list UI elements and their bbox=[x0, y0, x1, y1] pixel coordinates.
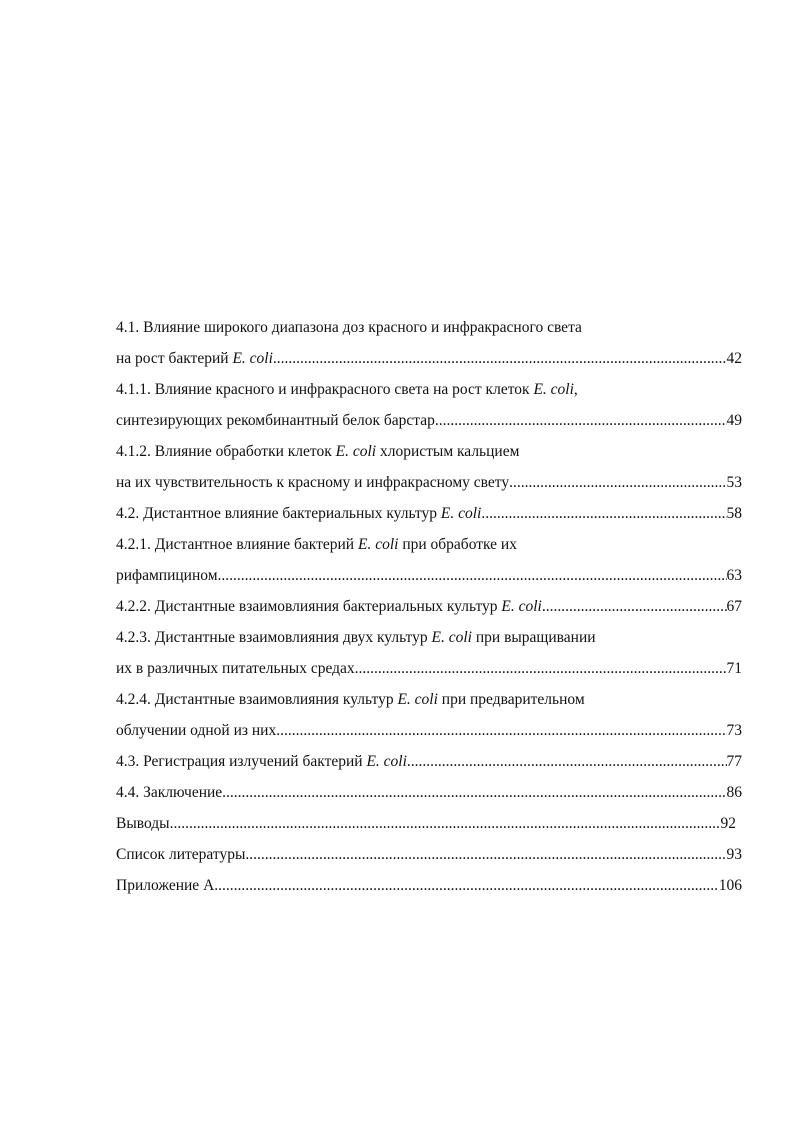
toc-entry-4-1-2-line2 bbox=[116, 467, 742, 498]
toc-entry-text: 4.2.4. Дистантные взаимовлияния культур E. coli при предварительном bbox=[116, 691, 585, 708]
species-name: E. coli bbox=[232, 350, 273, 367]
dot-leader bbox=[435, 405, 727, 436]
toc-entry-text: 4.3. Регистрация излучений бактерий E. coli bbox=[116, 753, 407, 770]
dot-leader bbox=[481, 498, 726, 529]
toc-entry-text: 4.1.1. Влияние красного и инфракрасного света на рост клеток E. coli, bbox=[116, 381, 578, 398]
toc-entry-text: на их чувствительность к красному и инфракрасному свету bbox=[116, 474, 510, 491]
species-name: E. coli bbox=[431, 629, 472, 646]
dot-leader bbox=[355, 653, 727, 684]
dot-leader bbox=[170, 808, 721, 839]
species-name: E. coli bbox=[397, 691, 438, 708]
species-name: E. coli bbox=[366, 753, 407, 770]
toc-page-number: 67 bbox=[726, 598, 742, 615]
toc-entry-text: 4.2.3. Дистантные взаимовлияния двух культур E. coli при выращивании bbox=[116, 629, 596, 646]
species-name: E. coli bbox=[335, 443, 377, 460]
species-name: E. coli bbox=[440, 505, 482, 522]
toc-entry-4-2-1-line2 bbox=[116, 560, 742, 591]
dot-leader bbox=[214, 870, 718, 901]
species-name: E. coli bbox=[501, 598, 542, 615]
toc-page-number: 58 bbox=[726, 505, 742, 522]
toc-entry-4-4 bbox=[116, 777, 742, 808]
dot-leader bbox=[276, 715, 726, 746]
toc-entry-text: облучении одной из них bbox=[116, 722, 277, 739]
toc-entry-text: синтезирующих рекомбинантный белок барстар bbox=[116, 412, 435, 429]
toc-entry-4-3 bbox=[116, 746, 742, 777]
toc-page-number: 92 bbox=[720, 815, 736, 832]
toc-page-number: 93 bbox=[726, 846, 742, 863]
table-of-contents bbox=[116, 312, 742, 901]
toc-entry-4-2-3-line2 bbox=[116, 653, 742, 684]
toc-page-number: 77 bbox=[726, 753, 742, 770]
toc-entry-4-1-1-line1 bbox=[116, 374, 686, 405]
toc-entry-4-1-line2 bbox=[116, 343, 742, 374]
toc-page-number: 63 bbox=[726, 567, 742, 584]
toc-page-number: 106 bbox=[718, 877, 742, 894]
toc-entry-text: 4.4. Заключение bbox=[116, 784, 223, 801]
toc-entry-text: 4.2.2. Дистантные взаимовлияния бактериальных культур E. coli bbox=[116, 598, 542, 615]
toc-page-number: 86 bbox=[726, 784, 742, 801]
toc-entry-4-2-3-line1 bbox=[116, 622, 686, 653]
dot-leader bbox=[222, 777, 726, 808]
dot-leader bbox=[218, 560, 727, 591]
toc-entry-text: Список литературы bbox=[116, 846, 246, 863]
toc-entry-4-1-line1 bbox=[116, 312, 686, 343]
toc-entry-text: на рост бактерий E. coli bbox=[116, 350, 273, 367]
toc-page-number: 53 bbox=[726, 474, 742, 491]
toc-page-number: 71 bbox=[726, 660, 742, 677]
dot-leader bbox=[273, 343, 727, 374]
toc-page-number: 49 bbox=[726, 412, 742, 429]
toc-entry-4-1-2-line1 bbox=[116, 436, 686, 467]
dot-leader bbox=[509, 467, 726, 498]
toc-entry-appendix-a bbox=[116, 870, 742, 901]
toc-entry-text: 4.1.2. Влияние обработки клеток E. coli хлористым кальцием bbox=[116, 443, 520, 460]
toc-entry-references bbox=[116, 839, 742, 870]
dot-leader bbox=[245, 839, 726, 870]
toc-entry-4-2-4-line2 bbox=[116, 715, 742, 746]
toc-entry-text: рифампицином bbox=[116, 567, 218, 584]
toc-page-number: 42 bbox=[726, 350, 742, 367]
toc-entry-text: 4.1. Влияние широкого диапазона доз красного и инфракрасного света bbox=[116, 319, 582, 336]
toc-entry-text: Приложение А bbox=[116, 877, 215, 894]
species-name: E. coli bbox=[357, 536, 399, 553]
toc-entry-text: 4.2. Дистантное влияние бактериальных культур E. coli bbox=[116, 505, 482, 522]
toc-entry-text: 4.2.1. Дистантное влияние бактерий E. coli при обработке их bbox=[116, 536, 517, 553]
species-name: E. coli bbox=[533, 381, 574, 398]
toc-entry-text: их в различных питательных средах bbox=[116, 660, 355, 677]
toc-page-number: 73 bbox=[726, 722, 742, 739]
toc-entry-4-2-1-line1 bbox=[116, 529, 686, 560]
toc-entry-4-2-4-line1 bbox=[116, 684, 686, 715]
toc-entry-conclusions bbox=[116, 808, 736, 839]
dot-leader bbox=[407, 746, 727, 777]
toc-entry-4-1-1-line2 bbox=[116, 405, 742, 436]
toc-entry-4-2-2 bbox=[116, 591, 742, 622]
toc-entry-4-2 bbox=[116, 498, 742, 529]
dot-leader bbox=[542, 591, 727, 622]
toc-entry-text: Выводы bbox=[116, 815, 170, 832]
